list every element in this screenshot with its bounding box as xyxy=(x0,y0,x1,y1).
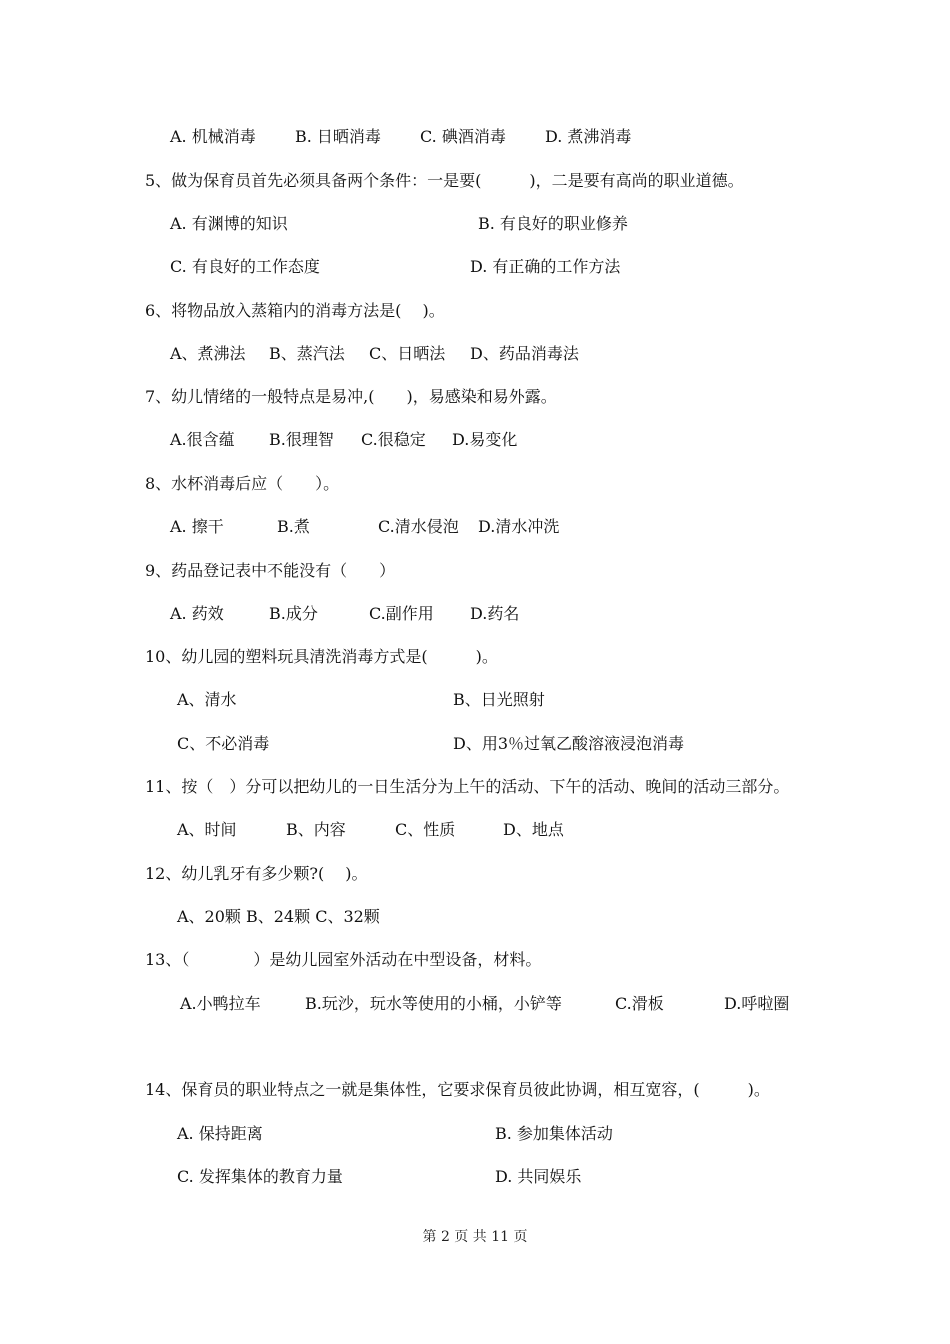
q6-option-a: A、煮沸法 xyxy=(170,344,246,363)
q6-option-b: B、蒸汽法 xyxy=(269,344,345,363)
q14-option-c: C. 发挥集体的教育力量 xyxy=(177,1167,343,1186)
q4-option-a: A. 机械消毒 xyxy=(170,127,256,146)
q4-option-d: D. 煮沸消毒 xyxy=(545,127,632,146)
q11-option-c: C、性质 xyxy=(395,820,456,839)
q7-option-d: D.易变化 xyxy=(452,430,518,449)
q14-option-b: B. 参加集体活动 xyxy=(495,1124,613,1143)
q7-option-a: A.很含蕴 xyxy=(170,430,235,449)
q10-option-a: A、清水 xyxy=(177,690,237,709)
q13-option-c: C.滑板 xyxy=(615,994,664,1013)
q9-option-d: D.药名 xyxy=(470,604,520,623)
q8-option-a: A. 擦干 xyxy=(170,517,224,536)
q7-option-b: B.很理智 xyxy=(269,430,334,449)
question-6: 6、将物品放入蒸箱内的消毒方法是( )。 xyxy=(145,301,445,320)
q5-option-d: D. 有正确的工作方法 xyxy=(470,257,621,276)
q13-option-d: D.呼啦圈 xyxy=(724,994,790,1013)
q8-option-c: C.清水侵泡 xyxy=(378,517,459,536)
q6-option-c: C、日晒法 xyxy=(369,344,446,363)
question-9: 9、药品登记表中不能没有（ ） xyxy=(145,561,396,580)
q4-option-b: B. 日晒消毒 xyxy=(295,127,381,146)
q5-option-b: B. 有良好的职业修养 xyxy=(478,214,628,233)
q13-option-b: B.玩沙，玩水等使用的小桶，小铲等 xyxy=(305,994,562,1013)
q9-option-c: C.副作用 xyxy=(369,604,434,623)
q6-option-d: D、药品消毒法 xyxy=(470,344,579,363)
q4-option-c: C. 碘酒消毒 xyxy=(420,127,506,146)
q8-option-d: D.清水冲洗 xyxy=(478,517,560,536)
q10-option-c: C、不必消毒 xyxy=(177,734,270,753)
question-7: 7、幼儿情绪的一般特点是易冲,( )，易感染和易外露。 xyxy=(145,387,557,406)
question-5: 5、做为保育员首先必须具备两个条件：一是要( )，二是要有高尚的职业道德。 xyxy=(145,171,744,190)
question-8: 8、水杯消毒后应（ ）。 xyxy=(145,474,340,493)
q5-option-a: A. 有渊博的知识 xyxy=(170,214,288,233)
q14-option-d: D. 共同娱乐 xyxy=(495,1167,582,1186)
q14-option-a: A. 保持距离 xyxy=(177,1124,263,1143)
q8-option-b: B.煮 xyxy=(277,517,310,536)
question-14: 14、保育员的职业特点之一就是集体性，它要求保育员彼此协调，相互宽容，( )。 xyxy=(145,1080,770,1099)
q10-option-b: B、日光照射 xyxy=(453,690,545,709)
q13-option-a: A.小鸭拉车 xyxy=(180,994,261,1013)
q12-options: A、20颗 B、24颗 C、32颗 xyxy=(177,907,380,926)
q11-option-b: B、内容 xyxy=(286,820,346,839)
question-12: 12、幼儿乳牙有多少颗?( )。 xyxy=(145,864,368,883)
question-10: 10、幼儿园的塑料玩具清洗消毒方式是( )。 xyxy=(145,647,498,666)
q9-option-b: B.成分 xyxy=(269,604,318,623)
question-11: 11、按（ ）分可以把幼儿的一日生活分为上午的活动、下午的活动、晚间的活动三部分。 xyxy=(145,777,790,796)
q11-option-d: D、地点 xyxy=(503,820,564,839)
q5-option-c: C. 有良好的工作态度 xyxy=(170,257,320,276)
q9-option-a: A. 药效 xyxy=(170,604,224,623)
q10-option-d: D、用3％过氧乙酸溶液浸泡消毒 xyxy=(453,734,685,753)
q11-option-a: A、时间 xyxy=(177,820,237,839)
question-13: 13、（ ）是幼儿园室外活动在中型设备，材料。 xyxy=(145,950,542,969)
page-number-footer: 第 2 页 共 11 页 xyxy=(422,1229,528,1245)
q7-option-c: C.很稳定 xyxy=(361,430,426,449)
